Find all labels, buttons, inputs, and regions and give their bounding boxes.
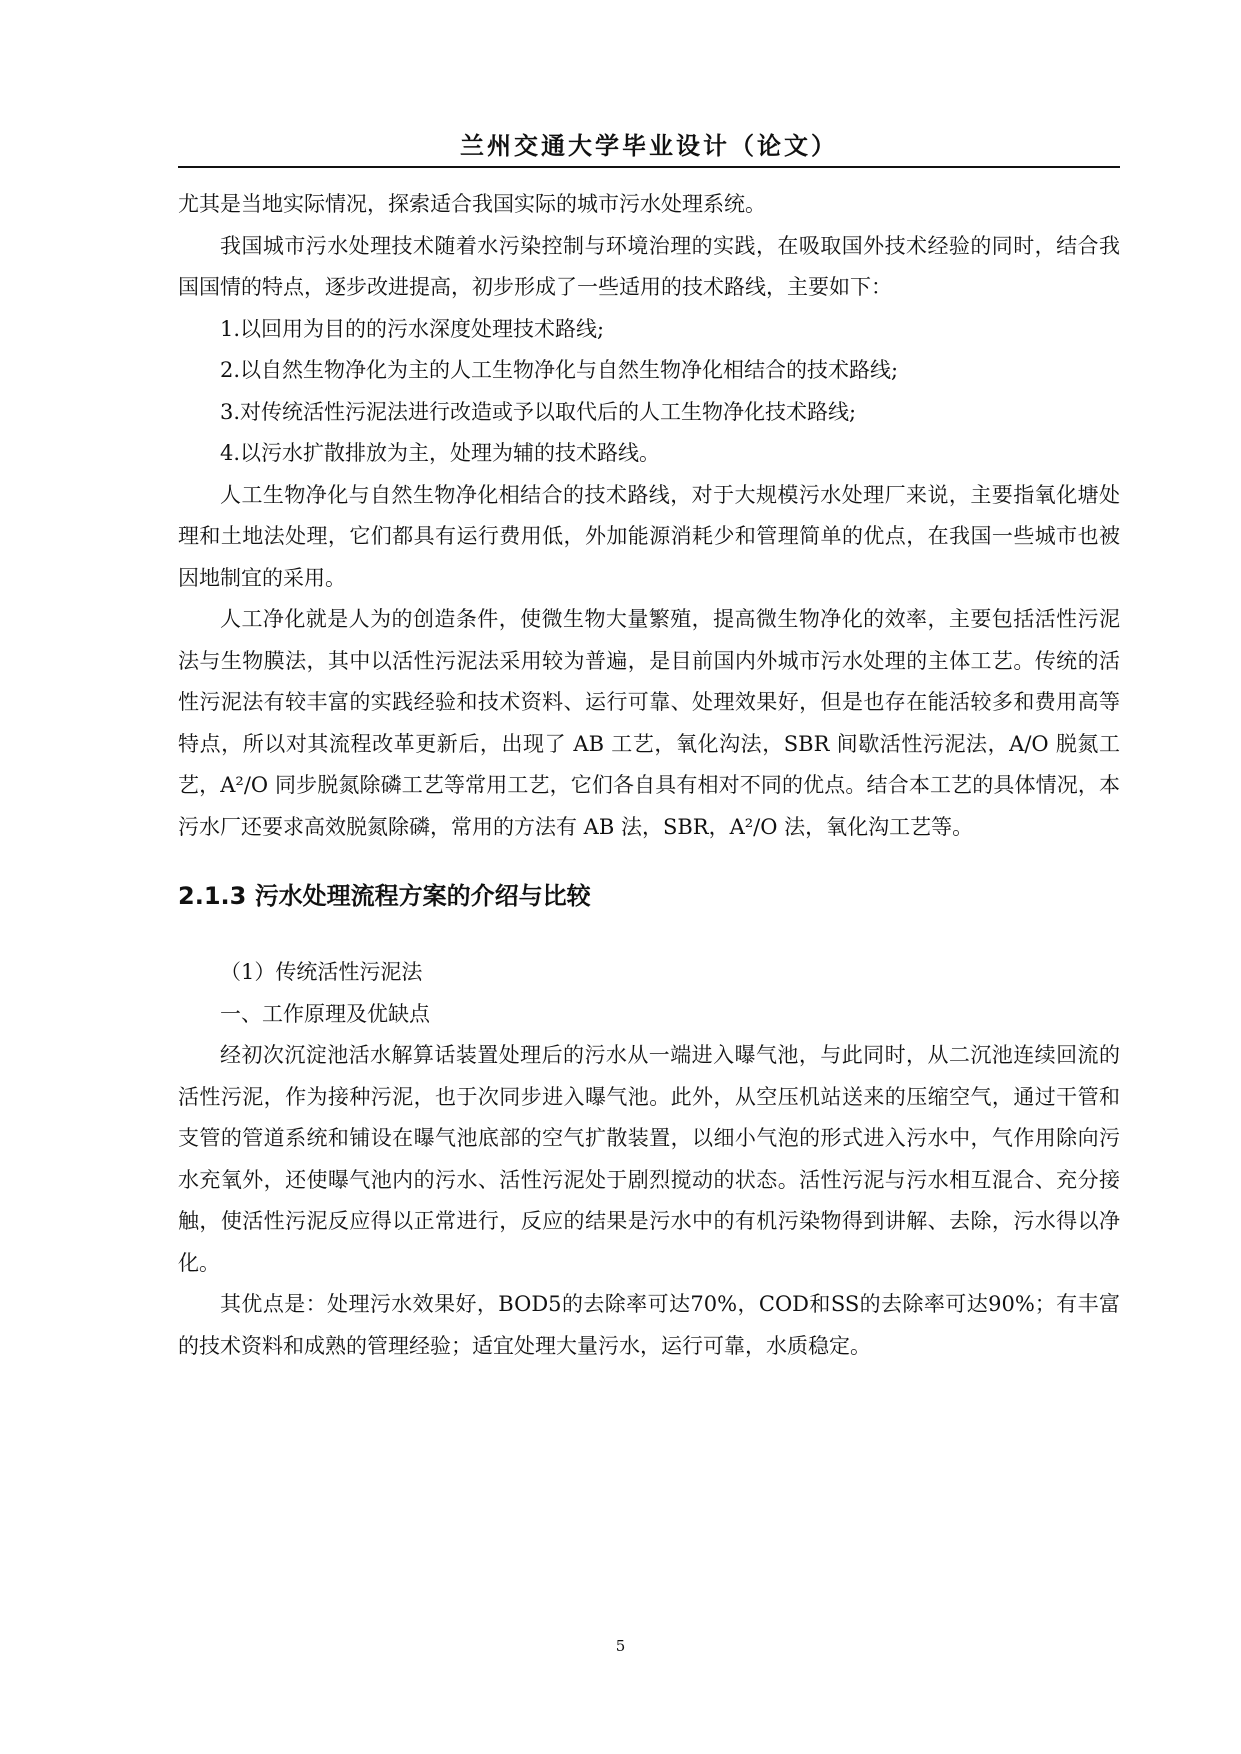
- paragraph-artificial-purification: 人工净化就是人为的创造条件，使微生物大量繁殖，提高微生物净化的效率，主要包括活性污泥法与生物膜法，其中以活性污泥法采用较为普遍，是目前国内外城市污水处理的主体工艺。传统的活性污泥法有较丰富的实践经验和技术资料、运行可靠、处理效果好，但是也存在能活较多和费用高等特点，所以对其流程改革更新后，出现了 AB 工艺，氧化沟法，SBR 间歇活性污泥法，A/O 脱氮工艺，A²/O 同步脱氮除磷工艺等常用工艺，它们各自具有相对不同的优点。结合本工艺的具体情况，本污水厂还要求高效脱氮除磷，常用的方法有 AB 法，SBR，A²/O 法，氧化沟工艺等。: [178, 607, 1120, 839]
- paragraph-working-principle: 经初次沉淀池活水解算话装置处理后的污水从一端进入曝气池，与此同时，从二沉池连续回流的活性污泥，作为接种污泥，也于次同步进入曝气池。此外，从空压机站送来的压缩空气，通过干管和支管的管道系统和铺设在曝气池底部的空气扩散装置，以细小气泡的形式进入污水中，气作用除向污水充氧外，还使曝气池内的污水、活性污泥处于剧烈搅动的状态。活性污泥与污水相互混合、充分接触，使活性污泥反应得以正常进行，反应的结果是污水中的有机污染物得到讲解、去除，污水得以净化。: [178, 1043, 1120, 1275]
- paragraph-natural-purification: 人工生物净化与自然生物净化相结合的技术路线，对于大规模污水处理厂来说，主要指氧化塘处理和土地法处理，它们都具有运行费用低，外加能源消耗少和管理简单的优点，在我国一些城市也被因地制宜的采用。: [178, 482, 1120, 590]
- paragraph-tech-overview: 我国城市污水处理技术随着水污染控制与环境治理的实践，在吸取国外技术经验的同时，结合我国国情的特点，逐步改进提高，初步形成了一些适用的技术路线，主要如下：: [178, 233, 1120, 299]
- subsection-subheading: 一、工作原理及优缺点: [220, 1001, 430, 1026]
- list-item-route-2: 2.以自然生物净化为主的人工生物净化与自然生物净化相结合的技术路线;: [220, 358, 899, 382]
- list-item-route-3: 3.对传统活性污泥法进行改造或予以取代后的人工生物净化技术路线;: [220, 399, 857, 424]
- list-item-route-4: 4.以污水扩散排放为主，处理为辅的技术路线。: [220, 441, 661, 465]
- page-number: 5: [615, 1637, 626, 1655]
- page-header-title: 兰州交通大学毕业设计（论文）: [460, 132, 838, 160]
- list-item-route-1: 1.以回用为目的的污水深度处理技术路线;: [220, 316, 605, 341]
- header-divider: [178, 166, 1120, 168]
- document-body: [178, 184, 1120, 1367]
- paragraph-advantages: 其优点是：处理污水效果好，BOD5的去除率可达70%，COD和SS的去除率可达90%；有丰富的技术资料和成熟的管理经验；适宜处理大量污水，运行可靠，水质稳定。: [178, 1292, 1120, 1358]
- subsection-label: （1）传统活性污泥法: [220, 960, 423, 984]
- paragraph-continuation: 尤其是当地实际情况，探索适合我国实际的城市污水处理系统。: [178, 192, 766, 216]
- section-heading: 2.1.3 污水处理流程方案的介绍与比较: [178, 882, 591, 910]
